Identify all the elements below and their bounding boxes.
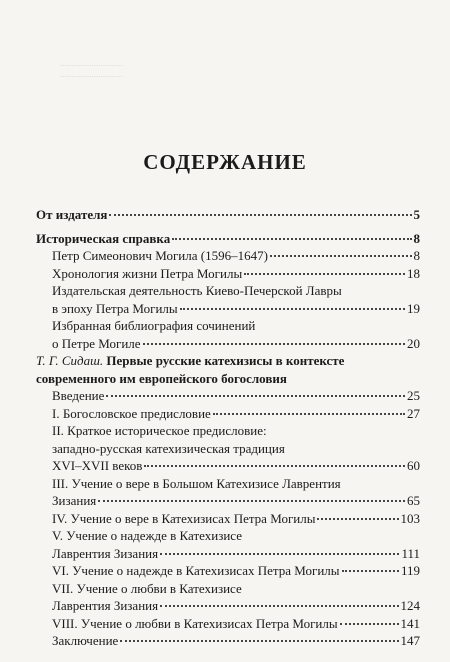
- toc-entry[interactable]: о Петре Могиле 20: [52, 335, 420, 351]
- leader-dots: [213, 413, 405, 415]
- section-title-cont: современного им европейского богословия: [36, 370, 287, 386]
- toc-entry-line: V. Учение о надежде в Катехизисе: [52, 528, 242, 543]
- toc-entry[interactable]: Заключение 147: [52, 633, 420, 648]
- toc-entry[interactable]: VIII. Учение о любви в Катехизисах Петра Могилы 141: [52, 615, 420, 631]
- table-of-contents: [36, 207, 420, 651]
- page-number: 27: [407, 405, 420, 421]
- page-number: 8: [413, 230, 420, 246]
- leader-dots: [160, 553, 399, 555]
- toc-entry[interactable]: Лаврентия Зизания 111: [52, 545, 420, 561]
- leader-dots: [144, 465, 405, 467]
- leader-dots: [340, 623, 399, 625]
- toc-entry-publisher[interactable]: От издателя 5: [36, 207, 420, 222]
- page-number: 65: [407, 493, 420, 508]
- bleed-through-text: ............................ ............................: [60, 58, 123, 79]
- toc-entry-line: западно-русская катехизическая традиция: [52, 440, 285, 456]
- page-number: 111: [401, 545, 420, 561]
- toc-entry-line: Издательская деятельность Киево-Печерской Лавры: [52, 283, 342, 298]
- leader-dots: [109, 214, 411, 216]
- toc-entry-line: VII. Учение о любви в Катехизисе: [52, 580, 242, 596]
- author-name: Т. Г. Сидаш.: [36, 353, 104, 368]
- page-number: 119: [400, 563, 420, 578]
- leader-dots: [317, 518, 398, 520]
- toc-entry[interactable]: I. Богословское предисловие 27: [52, 405, 420, 421]
- toc-entry[interactable]: XVI–XVII веков 60: [52, 458, 420, 473]
- toc-entry[interactable]: Зизания 65: [52, 493, 420, 508]
- page-number: 25: [407, 388, 420, 403]
- toc-section-heading: [36, 353, 420, 371]
- toc-entry[interactable]: в эпоху Петра Могилы 19: [52, 300, 420, 316]
- page-number: 18: [407, 265, 420, 281]
- leader-dots: [98, 500, 405, 502]
- leader-dots: [270, 255, 412, 257]
- toc-entry-historical[interactable]: Историческая справка 8: [36, 230, 420, 246]
- page-number: 60: [407, 458, 420, 473]
- leader-dots: [244, 273, 405, 275]
- page-number: 141: [400, 615, 420, 631]
- page-number: 19: [407, 300, 420, 316]
- leader-dots: [143, 343, 405, 345]
- page-title: СОДЕРЖАНИЕ: [143, 150, 307, 174]
- page-number: 20: [407, 335, 420, 351]
- toc-entry[interactable]: Хронология жизни Петра Могилы 18: [52, 265, 420, 281]
- leader-dots: [172, 238, 411, 240]
- toc-entry-line: Избранная библиография сочинений: [52, 318, 256, 333]
- leader-dots: [342, 570, 399, 572]
- leader-dots: [180, 308, 405, 310]
- toc-entry-line: II. Краткое историческое предисловие:: [52, 423, 267, 438]
- leader-dots: [160, 605, 398, 607]
- leader-dots: [120, 640, 398, 642]
- toc-entry[interactable]: Лаврентия Зизания 124: [52, 598, 420, 613]
- page-number: 5: [413, 207, 420, 222]
- toc-entry[interactable]: IV. Учение о вере в Катехизисах Петра Могилы 103: [52, 510, 420, 526]
- toc-entry[interactable]: Введение 25: [52, 388, 420, 403]
- toc-entry-line: III. Учение о вере в Большом Катехизисе Лаврентия: [52, 475, 341, 491]
- page-number: 147: [400, 633, 420, 648]
- toc-entry[interactable]: Петр Симеонович Могила (1596–1647) 8: [52, 248, 420, 263]
- leader-dots: [106, 395, 405, 397]
- page-number: 8: [413, 248, 420, 263]
- page-number: 124: [400, 598, 420, 613]
- page-number: 103: [400, 510, 420, 526]
- section-title: Первые русские катехизисы в контексте: [106, 353, 345, 368]
- toc-entry[interactable]: VI. Учение о надежде в Катехизисах Петра Могилы 119: [52, 563, 420, 578]
